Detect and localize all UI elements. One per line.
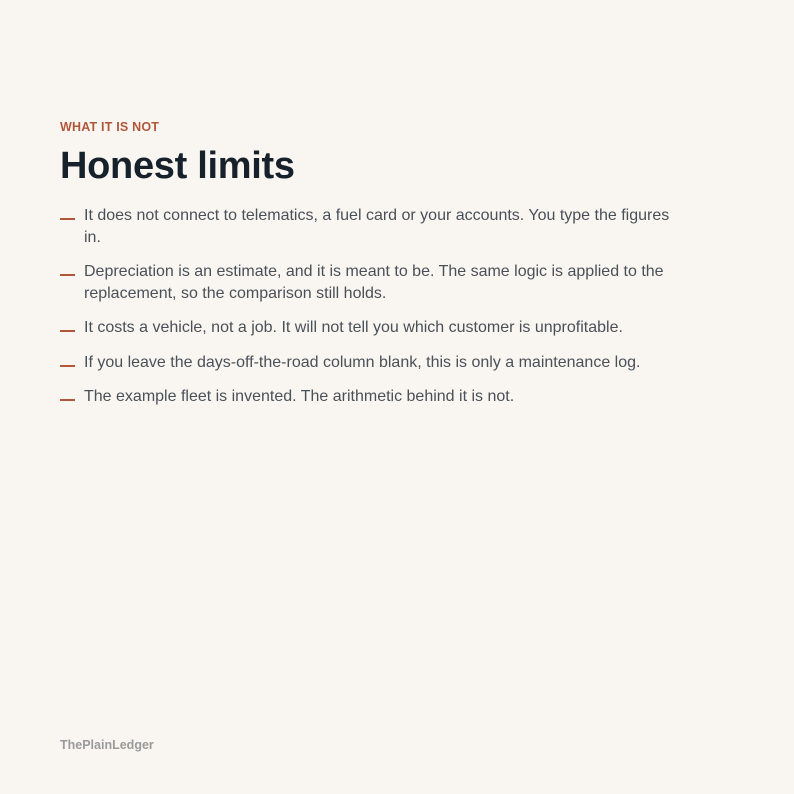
brand-footer: ThePlainLedger <box>60 738 154 752</box>
section-eyebrow: WHAT IT IS NOT <box>60 120 160 134</box>
dash-icon <box>60 399 75 401</box>
list-item <box>60 205 680 248</box>
dash-icon <box>60 274 75 276</box>
list-item-text: It does not connect to telematics, a fuel card or your accounts. You type the figures in. <box>84 207 670 246</box>
list-item-text: Depreciation is an estimate, and it is meant to be. The same logic is applied to the replacement, so the comparison still holds. <box>84 263 664 302</box>
limits-list <box>60 205 680 408</box>
dash-icon <box>60 365 75 367</box>
main-content <box>60 120 680 421</box>
dash-icon <box>60 330 75 332</box>
dash-icon <box>60 218 75 220</box>
list-item <box>60 317 680 339</box>
list-item-text: If you leave the days-off-the-road column blank, this is only a maintenance log. <box>84 353 641 371</box>
list-item <box>60 386 680 408</box>
list-item <box>60 352 680 374</box>
list-item-text: It costs a vehicle, not a job. It will not tell you which customer is unprofitable. <box>84 319 623 336</box>
list-item-text: The example fleet is invented. The arithmetic behind it is not. <box>84 388 515 405</box>
list-item <box>60 261 680 304</box>
page-title: Honest limits <box>60 145 295 187</box>
